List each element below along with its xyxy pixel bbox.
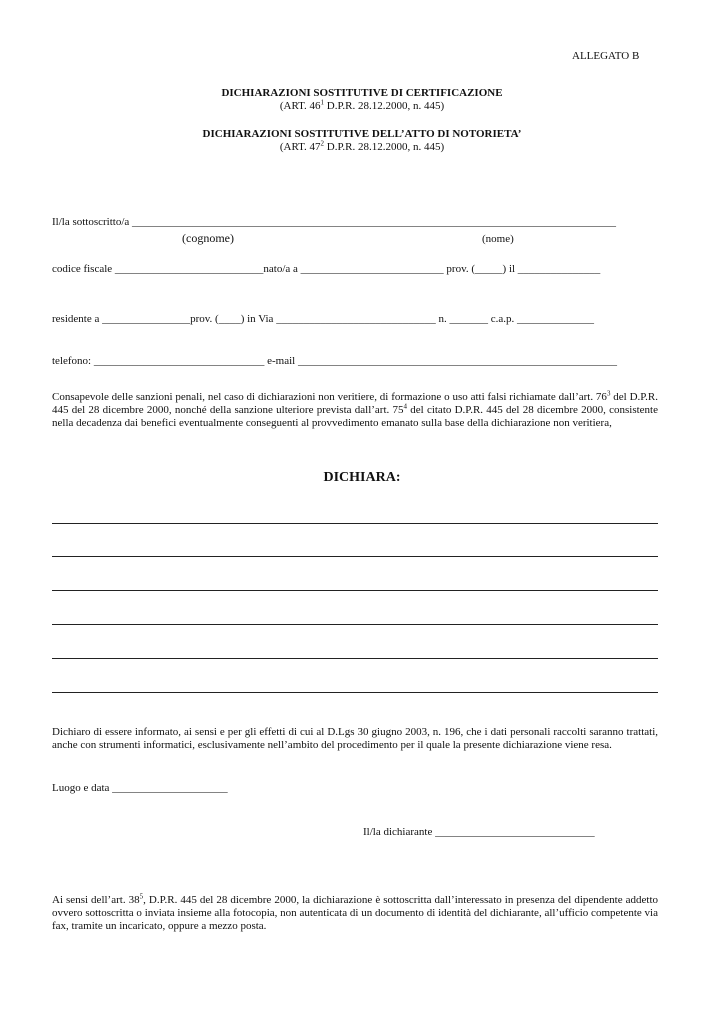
declaration-line[interactable] [52, 658, 658, 659]
declaration-line[interactable] [52, 624, 658, 625]
title-notoriety: DICHIARAZIONI SOSTITUTIVE DELL’ATTO DI NOTORIETA’ [202, 128, 522, 140]
declaration-line[interactable] [52, 556, 658, 557]
title-notoriety-reference: (ART. $47^2$ D.P.R. 28.12.2000, n. 445) [279, 139, 445, 153]
field-row-residence[interactable]: residente a ________________prov. (____) in Via _____________________________ n. _______ c.a.p. ______________ [52, 313, 594, 325]
declaration-line[interactable] [52, 523, 658, 524]
footer-paragraph: Ai sensi dell’art. $38^5$, D.P.R. 445 del 28 dicembre 2000, la dichiarazione è sottoscritta dall’interessato in presenza del dipendente addetto ovvero sottoscritta o inviata insieme alla fotocopia, non autenticata di un documento di identità del dichiarante, all’ufficio competente via fax, tramite un incaricato, oppure a mezzo posta. [52, 892, 658, 932]
label-name: (nome) [482, 233, 514, 245]
declaration-line[interactable] [52, 692, 658, 693]
field-row-tax-code-birth[interactable]: codice fiscale ___________________________nato/a a __________________________ prov. (_____) il _______________ [52, 263, 601, 275]
signature-field[interactable]: Il/la dichiarante _____________________________ [363, 826, 595, 838]
annex-label: ALLEGATO B [572, 50, 640, 62]
field-row-undersigned[interactable]: Il/la sottoscritto/a ________________________________________________________________________________________ [52, 216, 617, 228]
title-certification-reference: (ART. $46^1$ D.P.R. 28.12.2000, n. 445) [279, 98, 445, 112]
title-certification: DICHIARAZIONI SOSTITUTIVE DI CERTIFICAZIONE [221, 87, 503, 99]
field-row-contacts[interactable]: telefono: _______________________________ e-mail __________________________________________________________ [52, 355, 617, 367]
declares-heading: DICHIARA: [323, 470, 401, 485]
declaration-line[interactable] [52, 590, 658, 591]
place-date-field[interactable]: Luogo e data _____________________ [52, 782, 228, 794]
privacy-paragraph: Dichiaro di essere informato, ai sensi e per gli effetti di cui al D.Lgs 30 giugno 2003, n. 196, che i dati personali raccolti saranno trattati, anche con strumenti informatici, esclusivamente nell’ambito del procedimento per il quale la presente dichiarazione viene resa. [52, 726, 658, 751]
label-surname: (cognome) [182, 231, 234, 245]
awareness-paragraph: Consapevole delle sanzioni penali, nel caso di dichiarazioni non veritiere, di formazione o uso atti falsi richiamate dall’art. $76^3$ del D.P.R. 445 del 28 dicembre 2000, nonché della sanzione ulteriore prevista dall’art. $75^4$ del citato D.P.R. 445 del 28 dicembre 2000, consistente nella decadenza dai benefici eventualmente conseguenti al provvedimento emanato sulla base della dichiarazione non veritiera, [52, 389, 659, 429]
